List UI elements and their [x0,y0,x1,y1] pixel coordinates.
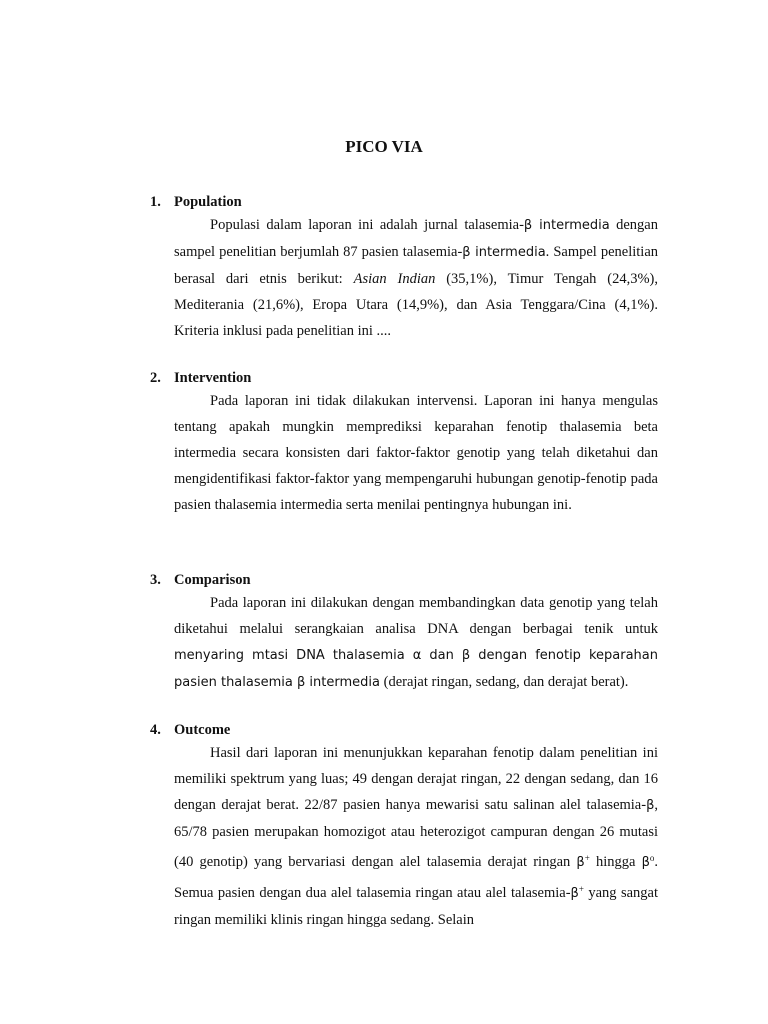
section-heading [150,720,658,740]
section-title: Outcome [174,722,231,738]
section-title: Comparison [174,572,251,588]
beta-symbol: β [570,886,579,901]
section-number: 3. [150,572,161,588]
beta-symbol: β [461,648,471,663]
superscript-plus: + [578,884,584,894]
section-intervention [150,368,658,518]
section-paragraph: Pada laporan ini dilakukan dengan membandingkan data genotip yang telah diketahui melalui serangkaian analisa DNA dengan berbagai tenik untuk menyaring mtasi DNA thalasemia α dan β dengan fenotip keparahan pasien thalasemia β intermedia (derajat ringan, sedang, dan derajat berat). [174,595,659,690]
section-number: 2. [150,370,161,386]
beta-symbol: β [576,855,585,870]
section-comparison [150,570,658,696]
section-title: Population [174,194,242,210]
section-heading [150,192,658,212]
section-outcome [150,720,658,933]
section-number: 1. [150,194,161,210]
beta-symbol: β [297,675,306,690]
beta-symbol: β [462,245,471,260]
document-title: PICO VIA [345,137,423,156]
section-paragraph: Hasil dari laporan ini menunjukkan keparahan fenotip dalam penelitian ini memiliki spektrum yang luas; 49 dengan derajat ringan, 22 dengan sedang, dan 16 dengan derajat berat. 22/87 pasien hanya mewarisi satu salinan alel talasemia-β, 65/78 pasien merupakan homozigot atau heterozigot campuran dengan 26 mutasi (40 genotip) yang bervariasi dengan alel talasemia derajat ringan β+ hingga $\beta^o$. Semua pasien dengan dua alel talasemia ringan atau alel talasemia-β+ yang sangat ringan memiliki klinis ringan hingga sedang. Selain [174,745,658,928]
beta-symbol: β [523,218,533,233]
section-heading [150,570,658,590]
section-title: Intervention [174,370,252,386]
superscript-zero: o [649,853,655,863]
beta-symbol: β [646,798,655,813]
section-paragraph: Pada laporan ini tidak dilakukan intervensi. Laporan ini hanya mengulas tentang apakah mungkin memprediksi keparahan fenotip thalasemia beta intermedia secara konsisten dari faktor-faktor genotip yang telah diketahui dan mengidentifikasi faktor-faktor yang mempengaruhi hubungan genotip-fenotip pada pasien thalasemia intermedia serta menilai pentingnya hubungan ini. [174,393,658,513]
italic-term: Asian Indian [353,271,436,287]
section-number: 4. [150,722,161,738]
beta-symbol: β [641,855,650,870]
section-population [150,192,658,344]
section-paragraph: Populasi dalam laporan ini adalah jurnal talasemia-β intermedia dengan sampel penelitian berjumlah 87 pasien talasemia-β intermedia. Sampel penelitian berasal dari etnis berikut: Asian Indian (35,1%), Timur Tengah (24,3%), Mediterania (21,6%), Eropa Utara (14,9%), dan Asia Tenggara/Cina (4,1%). Kriteria inklusi pada penelitian ini .... [174,217,659,339]
superscript-plus: + [584,853,590,863]
section-heading [150,368,658,388]
alpha-symbol: α [412,648,422,663]
